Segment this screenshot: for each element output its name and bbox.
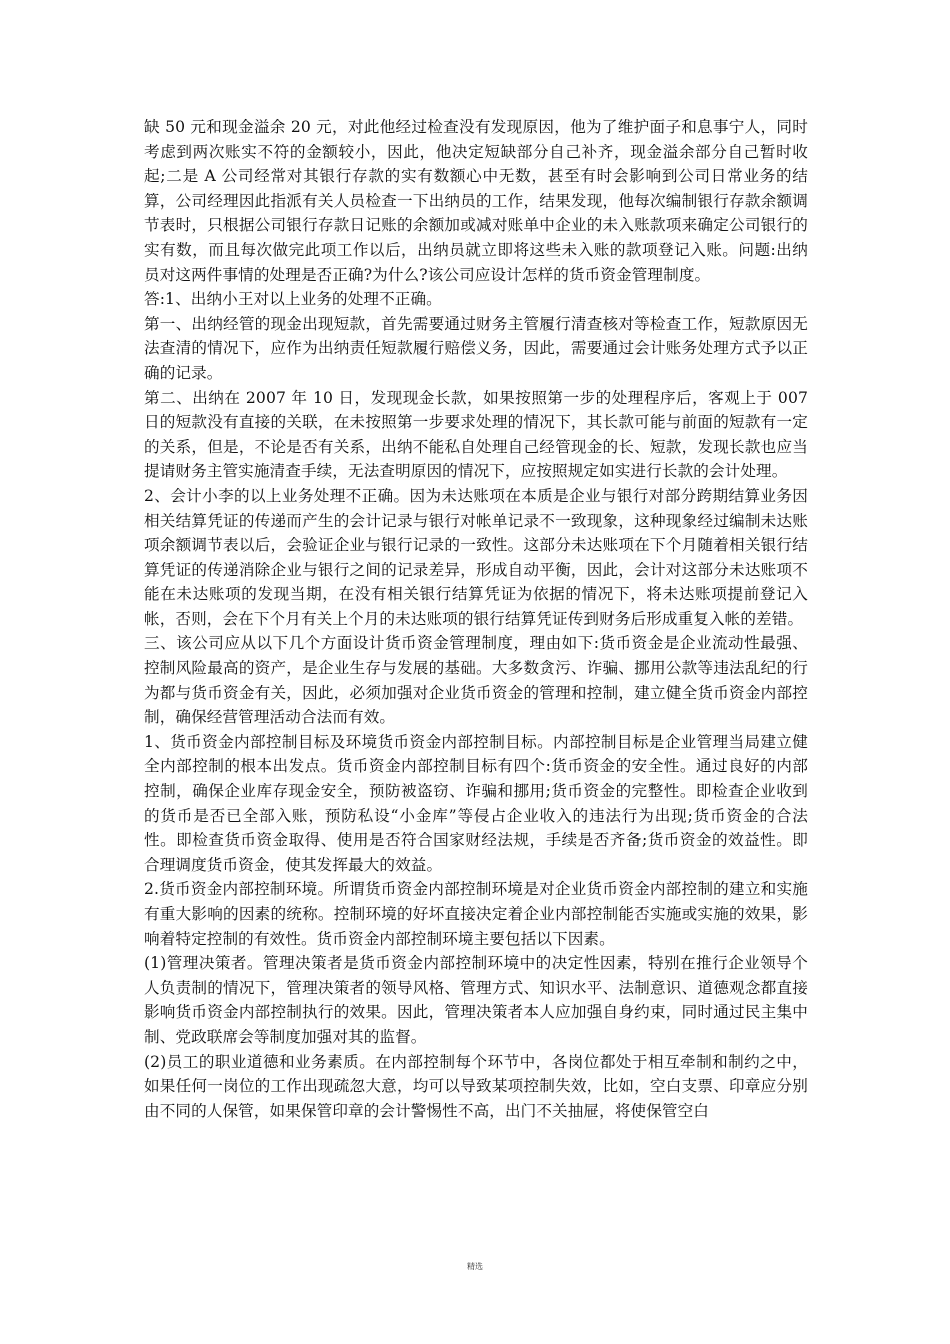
page-footer-label: 精选 bbox=[467, 1262, 483, 1271]
paragraph-case-description: 缺 50 元和现金溢余 20 元，对此他经过检查没有发现原因，他为了维护面子和息事宁人，同时考虑到两次账实不符的金额较小，因此，他决定短缺部分自己补齐，现金溢余部分自己暂时收起;二是 A 公司经常对其银行存款的实有数额心中无数，甚至有时会影响到公司日常业务的结算，公司经理因此指派有关人员检查一下出纳员的工作，结果发现，他每次编制银行存款余额调节表时，只根据公司银行存款日记账的余额加或减对账单中企业的未入账款项来确定公司银行的实有数，而且每次做完此项工作以后，出纳员就立即将这些未入账的款项登记入账。问题:出纳员对这两件事情的处理是否正确?为什么?该公司应设计怎样的货币资金管理制度。 bbox=[144, 118, 808, 284]
paragraph-control-environment: 2.货币资金内部控制环境。所谓货币资金内部控制环境是对企业货币资金内部控制的建立和实施有重大影响的因素的统称。控制环境的好坏直接决定着企业内部控制能否实施或实施的效果，影响着特定控制的有效性。货币资金内部控制环境主要包括以下因素。 bbox=[144, 880, 808, 948]
paragraph-first-point: 第一、出纳经管的现金出现短款，首先需要通过财务主管履行清查核对等检查工作，短款原因无法查清的情况下，应作为出纳责任短款履行赔偿义务，因此，需要通过会计账务处理方式予以正确的记录。 bbox=[144, 314, 808, 382]
paragraph-system-design: 三、该公司应从以下几个方面设计货币资金管理制度，理由如下:货币资金是企业流动性最强、控制风险最高的资产，是企业生存与发展的基础。大多数贪污、诈骗、挪用公款等违法乱纪的行为都与货币资金有关，因此，必须加强对企业货币资金的管理和控制，建立健全货币资金内部控制，确保经营管理活动合法而有效。 bbox=[144, 634, 808, 727]
paragraph-employee-ethics: (2)员工的职业道德和业务素质。在内部控制每个环节中，各岗位都处于相互牵制和制约之中，如果任何一岗位的工作出现疏忽大意，均可以导致某项控制失效，比如，空白支票、印章应分别由不同的人保管，如果保管印章的会计警惕性不高，出门不关抽屉，将使保管空白 bbox=[144, 1052, 808, 1120]
paragraph-management-decision-makers: (1)管理决策者。管理决策者是货币资金内部控制环境中的决定性因素，特别在推行企业领导个人负责制的情况下，管理决策者的领导风格、管理方式、知识水平、法制意识、道德观念都直接影响货币资金内部控制执行的效果。因此，管理决策者本人应加强自身约束，同时通过民主集中制、党政联席会等制度加强对其的监督。 bbox=[144, 954, 808, 1046]
paragraph-control-objectives: 1、货币资金内部控制目标及环境货币资金内部控制目标。内部控制目标是企业管理当局建立健全内部控制的根本出发点。货币资金内部控制目标有四个:货币资金的安全性。通过良好的内部控制，确保企业库存现金安全，预防被盗窃、诈骗和挪用;货币资金的完整性。即检查企业收到的货币是否已全部入账，预防私设“小金库”等侵占企业收入的违法行为出现;货币资金的合法性。即检查货币资金取得、使用是否符合国家财经法规，手续是否齐备;货币资金的效益性。即合理调度货币资金，使其发挥最大的效益。 bbox=[144, 732, 808, 874]
paragraph-second-point: 第二、出纳在 2007 年 10 日，发现现金长款，如果按照第一步的处理程序后，客观上于 007日的短款没有直接的关联，在未按照第一步要求处理的情况下，其长款可能与前面的短款有一定的关系，但是，不论是否有关系，出纳不能私自处理自己经管现金的长、短款，发现长款也应当提请财务主管实施清查手续，无法查明原因的情况下，应按照规定如实进行长款的会计处理。 bbox=[144, 388, 808, 481]
paragraph-answer-intro: 答:1、出纳小王对以上业务的处理不正确。 bbox=[144, 290, 442, 309]
paragraph-accountant-answer: 2、会计小李的以上业务处理不正确。因为未达账项在本质是企业与银行对部分跨期结算业务因相关结算凭证的传递而产生的会计记录与银行对帐单记录不一致现象，这种现象经过编制未达账项余额调节表以后，会验证企业与银行记录的一致性。这部分未达账项在下个月随着相关银行结算凭证的传递消除企业与银行之间的记录差异，形成自动平衡，因此，会计对这部分未达账项不能在未达账项的发现当期，在没有相关银行结算凭证为依据的情况下，将未达账项提前登记入帐，否则，会在下个月有关上个月的未达账项的银行结算凭证传到财务后形成重复入帐的差错。 bbox=[144, 486, 808, 628]
document-body bbox=[144, 115, 808, 1123]
